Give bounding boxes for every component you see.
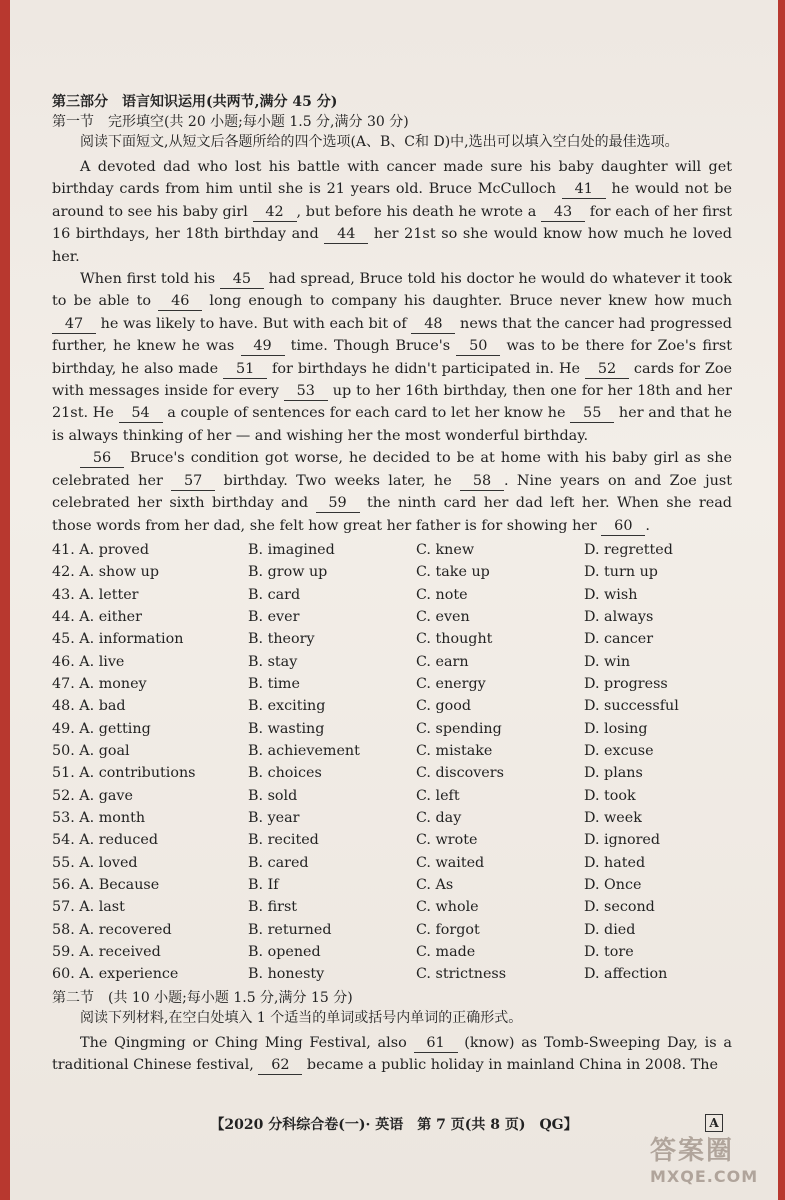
option-b: B. first <box>248 899 298 916</box>
passage-text: The Qingming or Ching Ming Festival, also <box>80 1034 414 1051</box>
option-c: C. good <box>416 698 472 715</box>
blank-51: 51 <box>223 360 267 379</box>
passage-text: the ninth card her dad left her. When she read those words from her dad, she felt how great her father is for showing her <box>52 495 733 534</box>
passage-text: he was likely to have. But with each bit of <box>96 315 412 332</box>
blank-46: 46 <box>158 292 202 311</box>
page-footer: 【2020 分科综合卷(一)· 英语 第 7 页(共 8 页) QG】 <box>210 1117 578 1133</box>
passage-text: When first told his <box>80 271 220 288</box>
passage-text: her 21st so she would know how much he loved her. <box>52 226 733 265</box>
option-d: D. win <box>584 653 631 670</box>
option-c: C. As <box>416 877 454 894</box>
option-b: B. imagined <box>248 541 335 558</box>
option-b: B. sold <box>248 787 298 804</box>
passage-text: A devoted dad who lost his battle with cancer made sure his baby daughter will get birthday cards from him until she is 21 years old. Bruce McCulloch <box>52 159 732 198</box>
answer-options <box>52 539 732 986</box>
option-b: B. year <box>248 810 300 827</box>
option-row-49 <box>52 718 732 740</box>
option-row-60 <box>52 963 732 985</box>
passage-text: . Nine years on and Zoe just celebrated her sixth birthday and <box>52 472 733 512</box>
blank-42: 42 <box>253 203 297 222</box>
option-row-56 <box>52 874 732 896</box>
option-b: B. returned <box>248 921 332 938</box>
option-b: B. exciting <box>248 698 326 715</box>
option-d: D. turn up <box>584 564 658 581</box>
option-a: 55. A. loved <box>52 854 138 871</box>
option-b: B. recited <box>248 832 319 849</box>
option-a: 59. A. received <box>52 944 161 961</box>
option-d: D. week <box>584 810 642 827</box>
option-d: D. affection <box>584 966 668 983</box>
blank-54: 54 <box>119 404 163 423</box>
option-d: D. hated <box>584 854 646 871</box>
option-c: C. whole <box>416 899 479 916</box>
passage-text: was to be there for Zoe's first birthday, he also made <box>52 338 732 377</box>
option-d: D. cancer <box>584 631 654 648</box>
option-d: D. ignored <box>584 832 661 849</box>
option-b: B. If <box>248 877 279 894</box>
passage-text: her and that he is always thinking of her — and wishing her the most wonderful birthday. <box>52 405 732 444</box>
option-b: B. cared <box>248 854 309 871</box>
passage-text: up to her 16th birthday, then one for her 18th and her 21st. He <box>52 383 732 422</box>
blank-47: 47 <box>52 315 96 334</box>
option-b: B. honesty <box>248 966 325 983</box>
section2 <box>52 988 732 1077</box>
option-c: C. energy <box>416 675 486 692</box>
option-row-44 <box>52 606 732 628</box>
option-c: C. even <box>416 608 470 625</box>
option-b: B. stay <box>248 653 298 670</box>
option-b: B. grow up <box>248 564 328 581</box>
option-a: 49. A. getting <box>52 720 151 737</box>
option-row-55 <box>52 852 732 874</box>
blank-55: 55 <box>570 404 614 423</box>
option-d: D. wish <box>584 586 638 603</box>
passage-paragraph-3 <box>52 447 732 537</box>
option-row-57 <box>52 896 732 918</box>
watermark-url: MXQE.COM <box>650 1167 759 1186</box>
option-row-43 <box>52 584 732 606</box>
option-row-47 <box>52 673 732 695</box>
option-c: C. spending <box>416 720 502 737</box>
option-c: C. strictness <box>416 966 507 983</box>
option-row-46 <box>52 651 732 673</box>
blank-49: 49 <box>241 337 285 356</box>
passage-text: (know) as Tomb-Sweeping Day, is a traditional Chinese festival, <box>52 1034 732 1074</box>
passage-text: cards for Zoe with messages inside for every <box>52 360 732 400</box>
option-a: 57. A. last <box>52 899 125 916</box>
blank-43: 43 <box>541 203 585 222</box>
exam-content <box>52 92 732 1077</box>
blank-62: 62 <box>258 1056 302 1075</box>
section1-instruction: 阅读下面短文,从短文后各题所给的四个选项(A、B、C和 D)中,选出可以填入空白处的最佳选项。 <box>80 134 679 150</box>
option-a: 54. A. reduced <box>52 832 158 849</box>
blank-44: 44 <box>324 225 368 244</box>
option-b: B. achievement <box>248 743 360 759</box>
option-row-54 <box>52 829 732 851</box>
blank-45: 45 <box>220 270 264 289</box>
option-a: 58. A. recovered <box>52 921 172 938</box>
option-row-48 <box>52 695 732 717</box>
option-row-58 <box>52 919 732 941</box>
blank-53: 53 <box>284 382 328 401</box>
option-a: 44. A. either <box>52 608 142 625</box>
blank-56: 56 <box>80 449 124 468</box>
part-heading: 第三部分 语言知识运用(共两节,满分 45 分) <box>52 94 338 110</box>
passage-text: he would not be around to see his baby girl <box>52 181 733 220</box>
option-a: 52. A. gave <box>52 787 133 804</box>
passage-text: for birthdays he didn't participated in. He <box>267 360 585 377</box>
option-a: 43. A. letter <box>52 586 139 603</box>
passage-text: news that the cancer had progressed further, he knew he was <box>52 315 732 355</box>
blank-61: 61 <box>414 1034 458 1053</box>
option-c: C. waited <box>416 854 485 871</box>
option-a: 53. A. month <box>52 810 146 827</box>
watermark-logo <box>650 1130 785 1194</box>
option-c: C. note <box>416 586 468 603</box>
watermark-title: 答案圈 <box>650 1136 735 1166</box>
option-row-53 <box>52 807 732 829</box>
option-row-42 <box>52 561 732 583</box>
option-d: D. second <box>584 899 655 916</box>
passage-text: . <box>645 517 650 534</box>
blank-60: 60 <box>601 517 645 536</box>
passage-text: long enough to company his daughter. Bruce never knew how much <box>202 293 732 310</box>
blank-41: 41 <box>562 180 606 199</box>
option-a: 56. A. Because <box>52 877 160 894</box>
passage-text: for each of her first 16 birthdays, her 18th birthday and <box>52 203 732 243</box>
option-c: C. forgot <box>416 921 480 938</box>
passage-text: birthday. Two weeks later, he <box>215 472 461 489</box>
option-c: C. discovers <box>416 765 504 782</box>
option-c: C. day <box>416 810 462 827</box>
option-b: B. wasting <box>248 720 325 737</box>
option-d: D. took <box>584 787 636 804</box>
option-row-59 <box>52 941 732 963</box>
passage-text: had spread, Bruce told his doctor he would do whatever it took to be able to <box>52 271 732 310</box>
option-b: B. time <box>248 675 300 692</box>
section2-heading: 第二节 (共 10 小题;每小题 1.5 分,满分 15 分) <box>52 989 353 1006</box>
option-c: C. thought <box>416 631 493 648</box>
option-d: D. always <box>584 608 654 625</box>
option-c: C. knew <box>416 541 475 558</box>
option-a: 51. A. contributions <box>52 765 196 782</box>
blank-50: 50 <box>456 337 500 356</box>
option-row-52 <box>52 785 732 807</box>
option-row-41 <box>52 539 732 561</box>
option-b: B. ever <box>248 608 300 625</box>
option-a: 46. A. live <box>52 653 125 670</box>
section1-heading: 第一节 完形填空(共 20 小题;每小题 1.5 分,满分 30 分) <box>52 114 409 130</box>
passage-text: Bruce's condition got worse, he decided to be at home with his baby girl as she celebrated her <box>52 450 732 489</box>
section2-instruction: 阅读下列材料,在空白处填入 1 个适当的单词或括号内单词的正确形式。 <box>80 1009 523 1026</box>
option-a: 47. A. money <box>52 675 147 692</box>
option-b: B. theory <box>248 631 315 648</box>
option-d: D. excuse <box>584 743 654 759</box>
blank-59: 59 <box>316 494 360 513</box>
option-d: D. plans <box>584 765 643 782</box>
option-a: 50. A. goal <box>52 743 130 759</box>
option-a: 42. A. show up <box>52 564 159 581</box>
blank-52: 52 <box>585 360 629 379</box>
blank-57: 57 <box>171 472 215 491</box>
option-d: D. progress <box>584 675 668 692</box>
exam-page <box>10 0 778 1200</box>
option-d: D. died <box>584 921 636 938</box>
option-row-51 <box>52 762 732 784</box>
blank-58: 58 <box>460 472 504 491</box>
section2-passage <box>52 1032 732 1077</box>
option-a: 48. A. bad <box>52 698 126 715</box>
option-d: D. regretted <box>584 541 673 558</box>
blank-48: 48 <box>411 315 455 334</box>
option-c: C. earn <box>416 653 469 670</box>
option-c: C. made <box>416 944 476 961</box>
passage-paragraph-1 <box>52 156 732 268</box>
option-b: B. opened <box>248 944 321 961</box>
passage-paragraph-2 <box>52 268 732 447</box>
option-row-45 <box>52 628 732 650</box>
option-d: D. losing <box>584 720 648 737</box>
option-row-50 <box>52 740 732 762</box>
option-d: D. tore <box>584 944 634 961</box>
option-a: 60. A. experience <box>52 966 179 983</box>
option-c: C. wrote <box>416 832 478 849</box>
paper-version-box: A <box>705 1114 723 1132</box>
passage-text: became a public holiday in mainland China in 2008. The <box>302 1057 719 1074</box>
option-c: C. left <box>416 787 460 804</box>
option-b: B. card <box>248 586 301 603</box>
option-c: C. mistake <box>416 743 493 759</box>
option-d: D. successful <box>584 698 679 715</box>
option-a: 45. A. information <box>52 631 184 648</box>
option-a: 41. A. proved <box>52 541 149 558</box>
passage-text: a couple of sentences for each card to let her know he <box>162 405 571 422</box>
passage-text: , but before his death he wrote a <box>296 203 542 220</box>
passage-text: time. Though Bruce's <box>284 338 457 355</box>
option-c: C. take up <box>416 564 490 581</box>
option-d: D. Once <box>584 877 642 894</box>
option-b: B. choices <box>248 765 322 782</box>
